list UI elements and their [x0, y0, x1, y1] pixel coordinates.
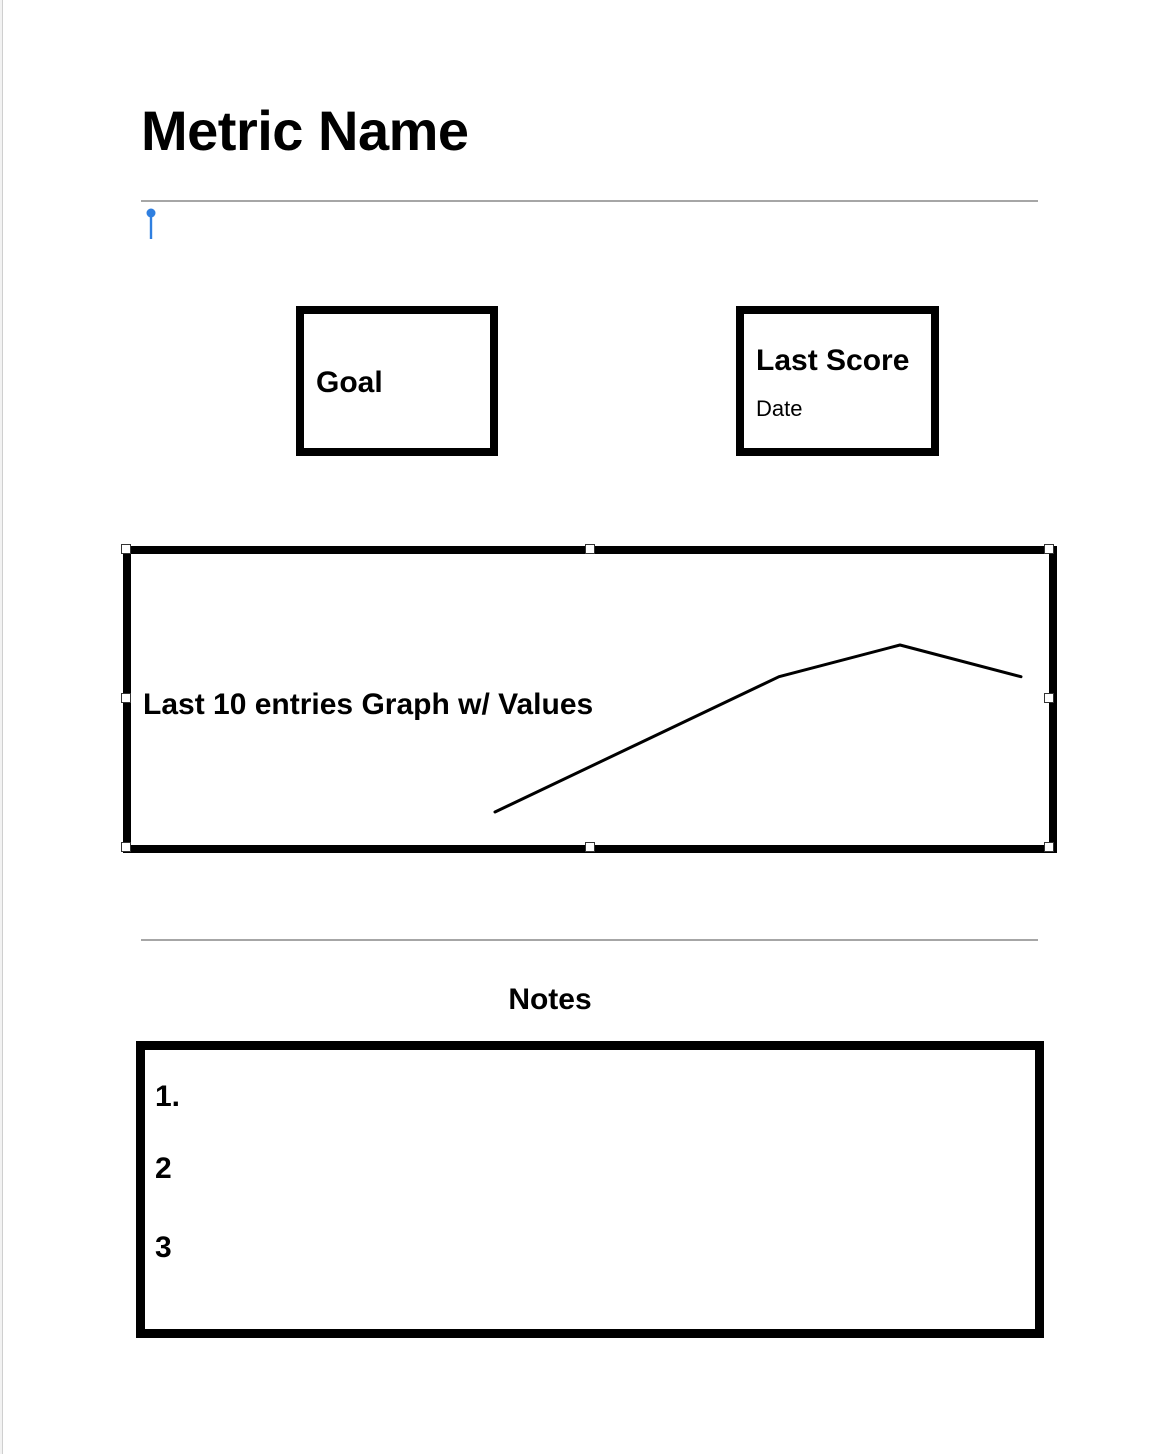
title-divider [141, 200, 1038, 202]
last-score-card[interactable] [736, 306, 939, 456]
selection-handle-top-left[interactable] [121, 544, 131, 554]
text-insertion-cursor-icon[interactable] [145, 207, 157, 241]
last-score-label: Last Score [756, 344, 910, 377]
selection-handle-middle-right[interactable] [1044, 693, 1054, 703]
page-title[interactable]: Metric Name [141, 99, 469, 162]
note-item-3[interactable]: 3 [155, 1231, 172, 1264]
notes-heading: Notes [508, 983, 592, 1016]
note-item-1[interactable]: 1. [155, 1080, 181, 1113]
graph-label: Last 10 entries Graph w/ Values [143, 688, 594, 721]
selection-handle-bottom-middle[interactable] [585, 842, 595, 852]
note-item-2[interactable]: 2 [155, 1152, 172, 1185]
trend-line [495, 645, 1021, 812]
graph-trend-sketch [123, 546, 1057, 853]
notes-divider [141, 939, 1038, 941]
goal-card[interactable] [296, 306, 498, 456]
date-label: Date [756, 396, 803, 421]
goal-label: Goal [316, 366, 383, 399]
notes-box[interactable] [136, 1041, 1044, 1338]
selection-handle-bottom-left[interactable] [121, 842, 131, 852]
selection-handle-top-right[interactable] [1044, 544, 1054, 554]
selection-handle-top-middle[interactable] [585, 544, 595, 554]
document-page[interactable] [2, 0, 1170, 1454]
selection-handle-bottom-right[interactable] [1044, 842, 1054, 852]
selection-handle-middle-left[interactable] [121, 693, 131, 703]
